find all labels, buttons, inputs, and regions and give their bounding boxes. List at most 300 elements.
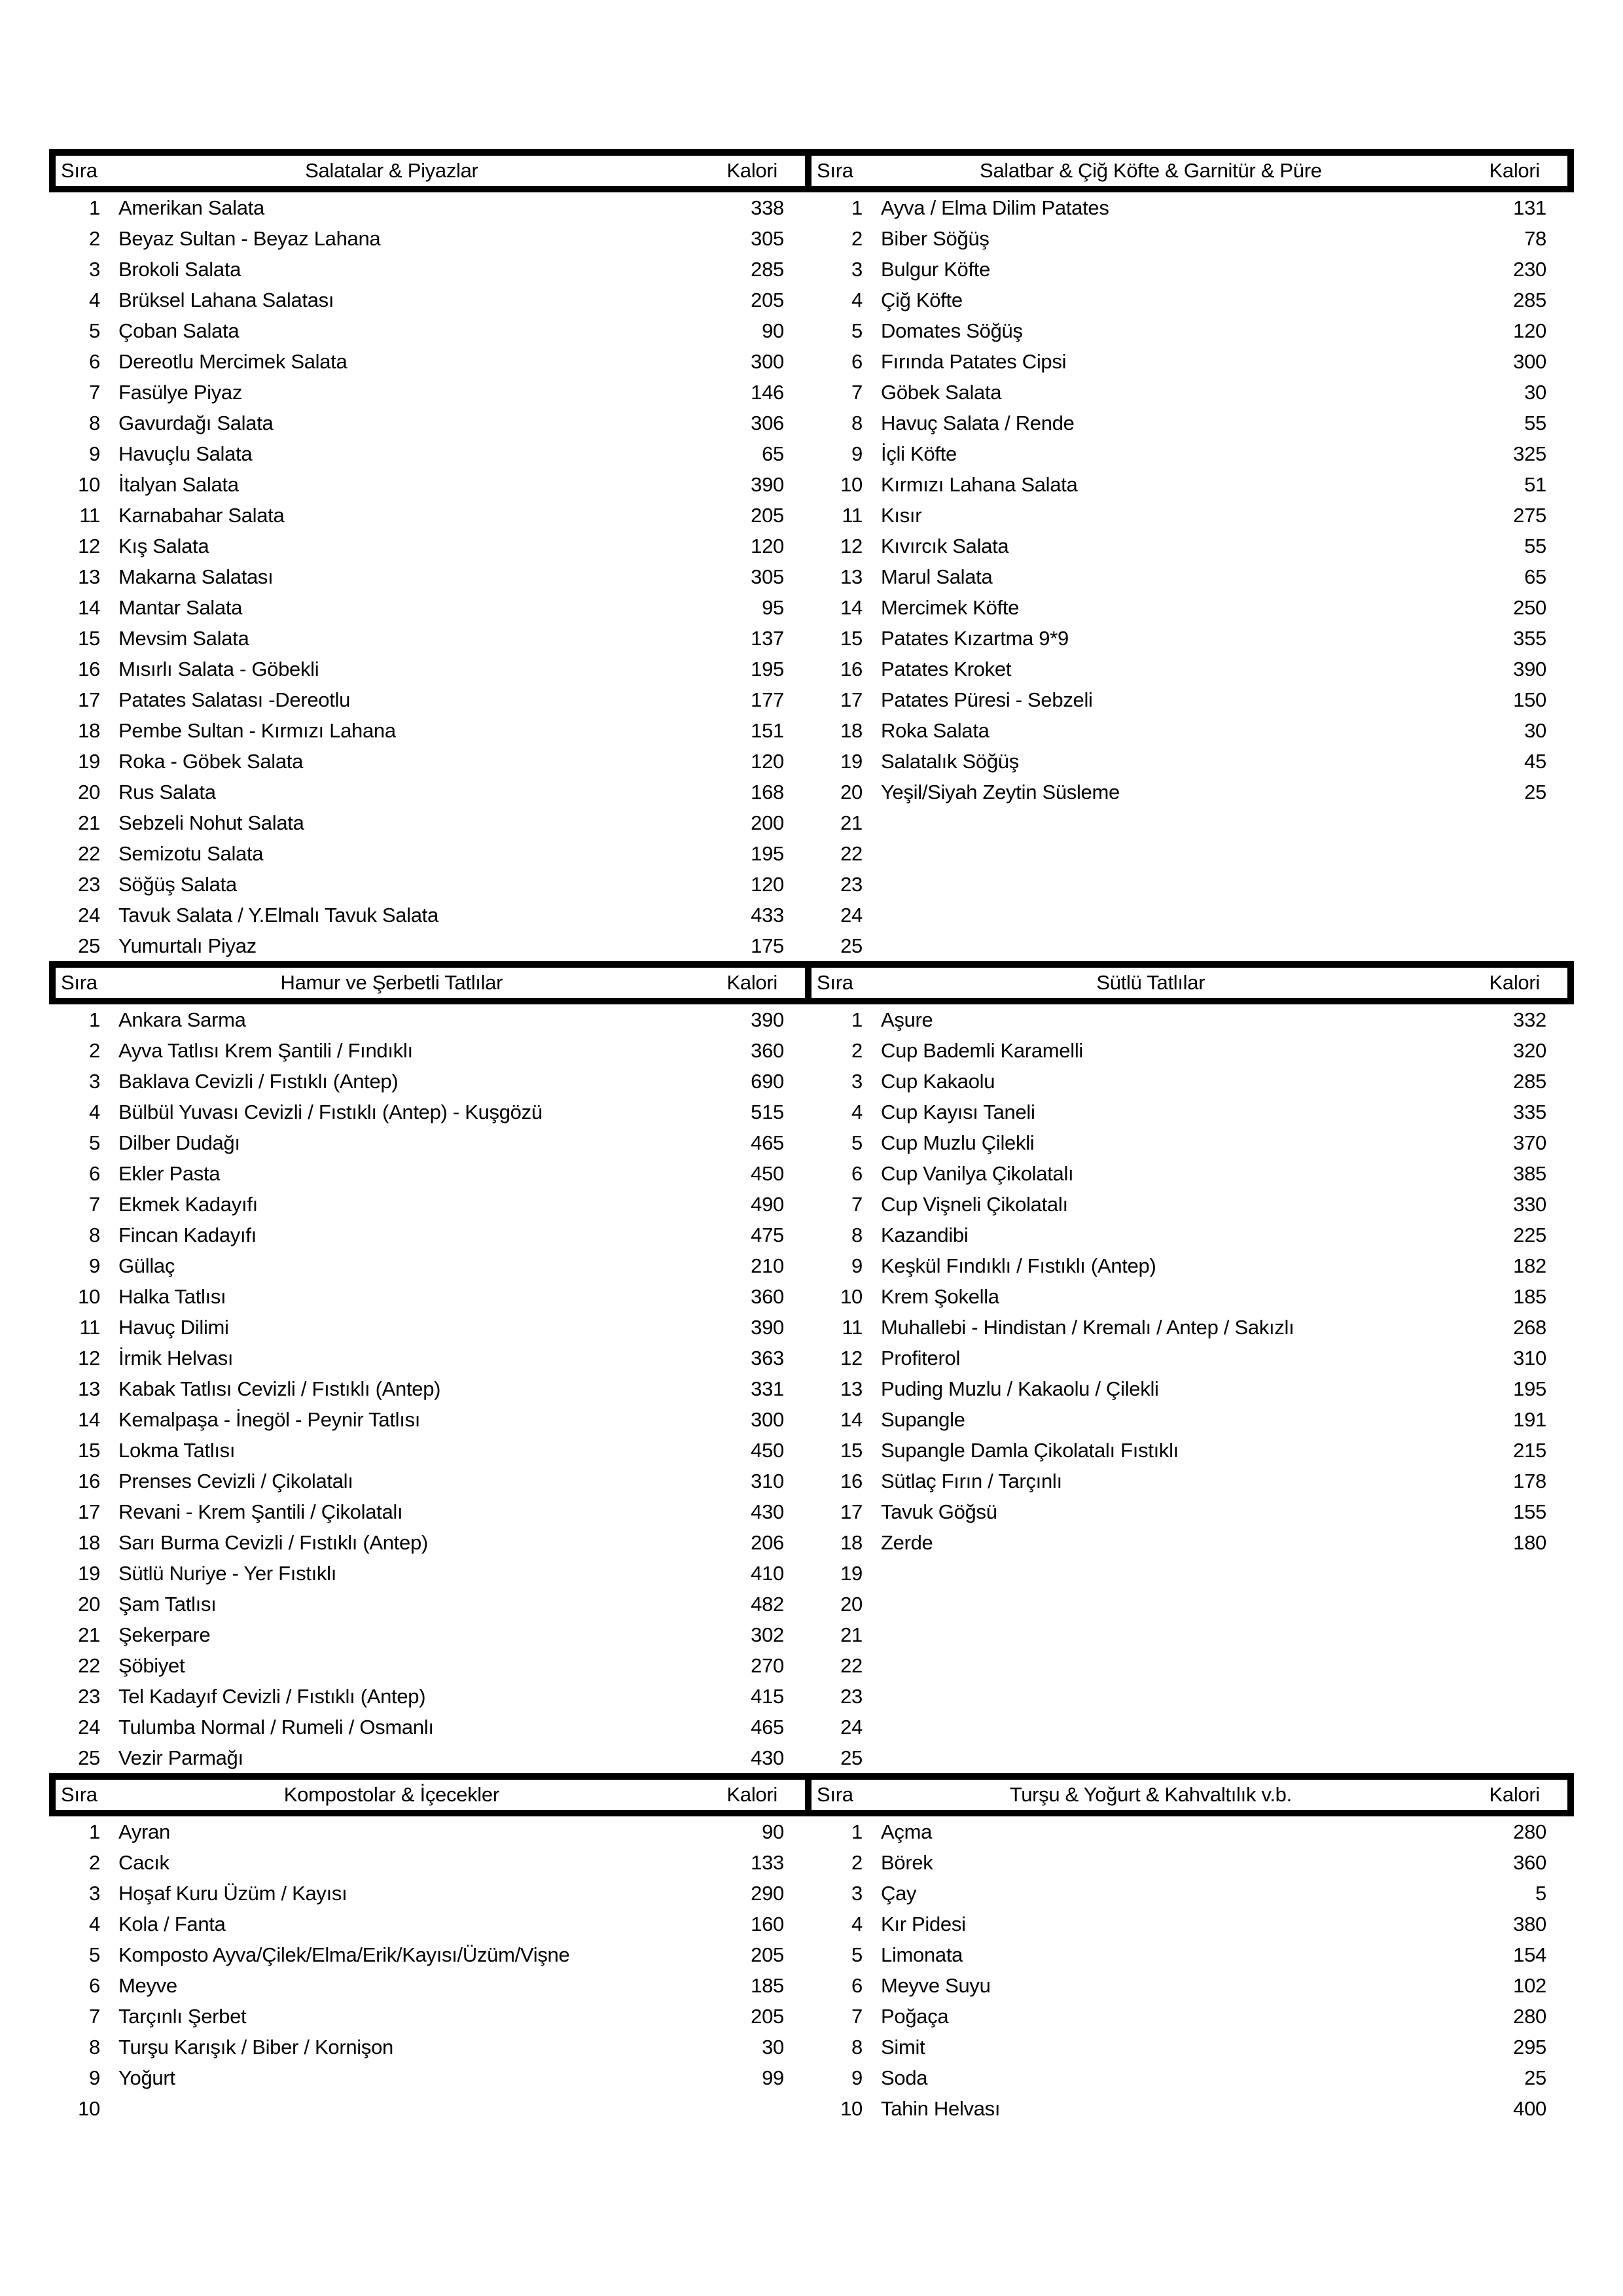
table-row xyxy=(812,531,1574,561)
item-name: Gavurdağı Salata xyxy=(118,411,274,434)
column-header-kalori: Kalori xyxy=(1489,1783,1540,1806)
table-row xyxy=(812,2093,1574,2124)
item-calories: 45 xyxy=(1524,749,1546,773)
item-name: Mantar Salata xyxy=(118,595,243,619)
item-name: Fırında Patates Cipsi xyxy=(881,349,1067,373)
item-calories: 270 xyxy=(751,1653,784,1677)
item-name: Söğüş Salata xyxy=(118,872,237,896)
item-calories: 390 xyxy=(751,472,784,496)
item-calories: 205 xyxy=(751,1943,784,1966)
row-index: 17 xyxy=(840,1500,863,1523)
table-row xyxy=(49,1281,812,1312)
item-calories: 363 xyxy=(751,1346,784,1369)
item-name: Dilber Dudağı xyxy=(118,1131,240,1154)
item-name: Lokma Tatlısı xyxy=(118,1438,236,1462)
item-calories: 146 xyxy=(751,380,784,404)
item-calories: 400 xyxy=(1513,2096,1546,2120)
table-row xyxy=(49,1004,812,1035)
item-calories: 51 xyxy=(1524,472,1546,496)
table-row xyxy=(812,408,1574,438)
item-name: Karnabahar Salata xyxy=(118,503,285,527)
row-index: 3 xyxy=(851,1069,863,1093)
item-name: Simit xyxy=(881,2035,925,2058)
table-row xyxy=(812,746,1574,777)
row-index: 16 xyxy=(78,657,100,680)
item-name: Mercimek Köfte xyxy=(881,595,1020,619)
table-row xyxy=(812,2062,1574,2093)
table-row xyxy=(812,1035,1574,1066)
item-name: Profiterol xyxy=(881,1346,961,1369)
table-row xyxy=(812,1650,1574,1681)
item-calories: 154 xyxy=(1513,1943,1546,1966)
item-name: Muhallebi - Hindistan / Kremalı / Antep / Sakızlı xyxy=(881,1315,1294,1339)
section-title-hamur-serbetli: Hamur ve Şerbetli Tatlılar xyxy=(280,971,503,994)
menu-list-right xyxy=(812,1816,1574,2124)
row-index: 2 xyxy=(89,1038,100,1062)
item-calories: 205 xyxy=(751,2004,784,2028)
row-index: 5 xyxy=(89,1943,100,1966)
item-calories: 25 xyxy=(1524,780,1546,804)
row-index: 10 xyxy=(78,2096,100,2120)
row-index: 8 xyxy=(851,1223,863,1246)
item-calories: 310 xyxy=(1513,1346,1546,1369)
table-row xyxy=(812,2032,1574,2062)
item-name: Havuç Salata / Rende xyxy=(881,411,1075,434)
item-name: Marul Salata xyxy=(881,565,993,588)
row-index: 4 xyxy=(89,288,100,311)
row-index: 1 xyxy=(89,1820,100,1843)
item-calories: 390 xyxy=(751,1315,784,1339)
row-index: 19 xyxy=(840,749,863,773)
item-calories: 515 xyxy=(751,1100,784,1123)
row-index: 3 xyxy=(89,257,100,281)
row-index: 8 xyxy=(89,2035,100,2058)
row-index: 3 xyxy=(851,1881,863,1905)
item-calories: 360 xyxy=(751,1038,784,1062)
item-calories: 360 xyxy=(751,1284,784,1308)
item-name: Mısırlı Salata - Göbekli xyxy=(118,657,319,680)
row-index: 15 xyxy=(840,626,863,650)
item-name: Patates Salatası -Dereotlu xyxy=(118,688,351,711)
item-name: Güllaç xyxy=(118,1254,175,1277)
table-row xyxy=(49,1650,812,1681)
row-index: 11 xyxy=(79,1315,100,1339)
item-calories: 332 xyxy=(1513,1008,1546,1031)
item-calories: 195 xyxy=(1513,1377,1546,1400)
table-row xyxy=(49,377,812,408)
item-calories: 305 xyxy=(751,226,784,250)
table-row xyxy=(812,777,1574,807)
item-name: Amerikan Salata xyxy=(118,196,264,219)
item-calories: 250 xyxy=(1513,595,1546,619)
row-index: 10 xyxy=(840,1284,863,1308)
row-index: 7 xyxy=(89,2004,100,2028)
table-row xyxy=(49,654,812,684)
row-index: 21 xyxy=(840,1623,863,1646)
table-row xyxy=(49,592,812,623)
row-index: 25 xyxy=(840,1746,863,1769)
row-index: 7 xyxy=(851,1192,863,1216)
header-left-half xyxy=(56,156,812,186)
header-right-half xyxy=(812,968,1567,998)
row-index: 23 xyxy=(78,1684,100,1708)
table-row xyxy=(49,1035,812,1066)
table-row xyxy=(812,1343,1574,1373)
row-index: 12 xyxy=(78,534,100,557)
header-left-half xyxy=(56,1780,812,1810)
row-index: 10 xyxy=(840,472,863,496)
item-name: Cacık xyxy=(118,1850,169,1874)
table-row xyxy=(812,930,1574,961)
row-index: 15 xyxy=(840,1438,863,1462)
row-index: 6 xyxy=(89,349,100,373)
item-calories: 285 xyxy=(751,257,784,281)
item-name: Ayva Tatlısı Krem Şantili / Fındıklı xyxy=(118,1038,413,1062)
item-calories: 206 xyxy=(751,1530,784,1554)
column-header-sira: Sıra xyxy=(61,159,98,182)
item-name: Yumurtalı Piyaz xyxy=(118,934,257,957)
table-row xyxy=(49,930,812,961)
table-row xyxy=(49,346,812,377)
item-calories: 195 xyxy=(751,841,784,865)
row-index: 20 xyxy=(78,780,100,804)
table-row xyxy=(49,1220,812,1250)
item-name: Yoğurt xyxy=(118,2066,175,2089)
item-calories: 185 xyxy=(1513,1284,1546,1308)
item-name: Tulumba Normal / Rumeli / Osmanlı xyxy=(118,1715,434,1739)
row-index: 24 xyxy=(78,1715,100,1739)
item-name: Cup Bademli Karamelli xyxy=(881,1038,1083,1062)
item-name: Kıvırcık Salata xyxy=(881,534,1009,557)
row-index: 14 xyxy=(840,1407,863,1431)
row-index: 1 xyxy=(851,1820,863,1843)
item-calories: 120 xyxy=(751,872,784,896)
item-calories: 160 xyxy=(751,1912,784,1935)
item-name: Keşkül Fındıklı / Fıstıklı (Antep) xyxy=(881,1254,1156,1277)
row-index: 12 xyxy=(840,534,863,557)
item-calories: 380 xyxy=(1513,1912,1546,1935)
table-row xyxy=(49,1250,812,1281)
row-index: 5 xyxy=(851,319,863,342)
item-calories: 335 xyxy=(1513,1100,1546,1123)
item-name: Kır Pidesi xyxy=(881,1912,966,1935)
item-name: Ekmek Kadayıfı xyxy=(118,1192,258,1216)
item-name: Fincan Kadayıfı xyxy=(118,1223,257,1246)
item-name: Supangle xyxy=(881,1407,965,1431)
item-name: Cup Muzlu Çilekli xyxy=(881,1131,1035,1154)
item-calories: 215 xyxy=(1513,1438,1546,1462)
menu-list-right xyxy=(812,192,1574,961)
item-name: İrmik Helvası xyxy=(118,1346,234,1369)
item-calories: 465 xyxy=(751,1715,784,1739)
item-name: Bülbül Yuvası Cevizli / Fıstıklı (Antep) - Kuşgözü xyxy=(118,1100,543,1123)
item-name: Ankara Sarma xyxy=(118,1008,246,1031)
table-row xyxy=(49,1878,812,1909)
item-name: Semizotu Salata xyxy=(118,841,264,865)
row-index: 8 xyxy=(89,411,100,434)
header-right-half xyxy=(812,1780,1567,1810)
item-name: Kola / Fanta xyxy=(118,1912,226,1935)
item-calories: 306 xyxy=(751,411,784,434)
section-title-sutlu-tatlilar: Sütlü Tatlılar xyxy=(1096,971,1205,994)
item-name: Tavuk Salata / Y.Elmalı Tavuk Salata xyxy=(118,903,438,927)
row-index: 6 xyxy=(89,1161,100,1185)
table-row xyxy=(812,285,1574,315)
item-calories: 120 xyxy=(751,534,784,557)
item-calories: 90 xyxy=(762,319,784,342)
row-index: 16 xyxy=(840,657,863,680)
row-index: 9 xyxy=(851,2066,863,2089)
column-header-kalori: Kalori xyxy=(1489,159,1540,182)
item-calories: 137 xyxy=(751,626,784,650)
item-calories: 430 xyxy=(751,1746,784,1769)
table-row xyxy=(812,254,1574,285)
table-row xyxy=(812,1816,1574,1847)
row-index: 23 xyxy=(78,872,100,896)
table-row xyxy=(49,1909,812,1939)
item-name: Zerde xyxy=(881,1530,933,1554)
table-row xyxy=(49,838,812,869)
row-index: 5 xyxy=(89,1131,100,1154)
row-index: 18 xyxy=(840,718,863,742)
row-index: 11 xyxy=(842,503,863,527)
section-body xyxy=(49,1816,1574,2124)
item-calories: 120 xyxy=(1513,319,1546,342)
item-calories: 355 xyxy=(1513,626,1546,650)
section-drinks-breakfast xyxy=(49,1773,1574,2124)
item-calories: 302 xyxy=(751,1623,784,1646)
table-row xyxy=(812,1373,1574,1404)
row-index: 3 xyxy=(89,1881,100,1905)
item-calories: 5 xyxy=(1535,1881,1546,1905)
row-index: 21 xyxy=(78,1623,100,1646)
row-index: 4 xyxy=(89,1912,100,1935)
table-row xyxy=(812,1097,1574,1127)
row-index: 14 xyxy=(840,595,863,619)
row-index: 4 xyxy=(89,1100,100,1123)
item-name: Şekerpare xyxy=(118,1623,211,1646)
table-row xyxy=(812,715,1574,746)
item-name: Kısır xyxy=(881,503,922,527)
row-index: 22 xyxy=(840,1653,863,1677)
item-name: Cup Kakaolu xyxy=(881,1069,995,1093)
column-header-sira: Sıra xyxy=(61,971,98,994)
column-header-kalori: Kalori xyxy=(726,1783,777,1806)
table-row xyxy=(812,1939,1574,1970)
table-row xyxy=(49,1127,812,1158)
item-name: Bulgur Köfte xyxy=(881,257,991,281)
table-row xyxy=(49,1435,812,1466)
item-calories: 331 xyxy=(751,1377,784,1400)
row-index: 16 xyxy=(840,1469,863,1492)
table-row xyxy=(812,1878,1574,1909)
item-calories: 300 xyxy=(751,1407,784,1431)
row-index: 13 xyxy=(840,565,863,588)
section-body xyxy=(49,1004,1574,1773)
row-index: 18 xyxy=(78,718,100,742)
table-row xyxy=(49,2001,812,2032)
table-row xyxy=(812,1847,1574,1878)
table-row xyxy=(812,1158,1574,1189)
row-index: 9 xyxy=(89,442,100,465)
item-name: Ekler Pasta xyxy=(118,1161,221,1185)
table-row xyxy=(49,2093,812,2124)
row-index: 13 xyxy=(840,1377,863,1400)
table-row xyxy=(49,715,812,746)
table-row xyxy=(49,1558,812,1589)
item-name: Kemalpaşa - İnegöl - Peynir Tatlısı xyxy=(118,1407,421,1431)
item-name: Ayran xyxy=(118,1820,170,1843)
section-title-kompostolar-icecekler: Kompostolar & İçecekler xyxy=(283,1783,499,1806)
row-index: 5 xyxy=(851,1131,863,1154)
table-row xyxy=(49,623,812,654)
row-index: 14 xyxy=(78,1407,100,1431)
table-row xyxy=(812,438,1574,469)
table-row xyxy=(812,2001,1574,2032)
row-index: 18 xyxy=(840,1530,863,1554)
table-row xyxy=(49,1712,812,1742)
item-calories: 275 xyxy=(1513,503,1546,527)
item-name: Rus Salata xyxy=(118,780,216,804)
table-row xyxy=(812,807,1574,838)
item-name: Çay xyxy=(881,1881,917,1905)
item-name: Salatalık Söğüş xyxy=(881,749,1019,773)
table-row xyxy=(49,1343,812,1373)
item-calories: 370 xyxy=(1513,1131,1546,1154)
section-header xyxy=(49,961,1574,1004)
item-calories: 300 xyxy=(1513,349,1546,373)
row-index: 24 xyxy=(78,903,100,927)
row-index: 7 xyxy=(89,380,100,404)
item-name: Havuçlu Salata xyxy=(118,442,253,465)
table-row xyxy=(812,346,1574,377)
item-calories: 150 xyxy=(1513,688,1546,711)
item-name: Supangle Damla Çikolatalı Fıstıklı xyxy=(881,1438,1179,1462)
row-index: 25 xyxy=(840,934,863,957)
item-calories: 182 xyxy=(1513,1254,1546,1277)
row-index: 22 xyxy=(78,841,100,865)
row-index: 21 xyxy=(78,811,100,834)
item-calories: 415 xyxy=(751,1684,784,1708)
item-calories: 151 xyxy=(751,718,784,742)
item-name: Limonata xyxy=(881,1943,963,1966)
item-name: Şam Tatlısı xyxy=(118,1592,217,1616)
table-row xyxy=(812,869,1574,900)
table-row xyxy=(49,2062,812,2093)
item-name: Aşure xyxy=(881,1008,933,1031)
item-name: Kabak Tatlısı Cevizli / Fıstıklı (Antep) xyxy=(118,1377,441,1400)
column-header-sira: Sıra xyxy=(61,1783,98,1806)
row-index: 15 xyxy=(78,626,100,650)
item-calories: 131 xyxy=(1513,196,1546,219)
item-calories: 450 xyxy=(751,1438,784,1462)
row-index: 16 xyxy=(78,1469,100,1492)
item-calories: 433 xyxy=(751,903,784,927)
calorie-table-document xyxy=(49,149,1574,2124)
row-index: 7 xyxy=(851,380,863,404)
row-index: 1 xyxy=(89,196,100,219)
row-index: 19 xyxy=(78,749,100,773)
item-calories: 30 xyxy=(1524,380,1546,404)
table-row xyxy=(49,1097,812,1127)
row-index: 2 xyxy=(851,1850,863,1874)
row-index: 13 xyxy=(78,565,100,588)
item-name: Kırmızı Lahana Salata xyxy=(881,472,1078,496)
row-index: 21 xyxy=(840,811,863,834)
item-name: Göbek Salata xyxy=(881,380,1002,404)
item-calories: 310 xyxy=(751,1469,784,1492)
row-index: 11 xyxy=(842,1315,863,1339)
table-row xyxy=(49,1847,812,1878)
item-calories: 290 xyxy=(751,1881,784,1905)
row-index: 19 xyxy=(840,1561,863,1585)
table-row xyxy=(812,469,1574,500)
table-row xyxy=(49,408,812,438)
row-index: 3 xyxy=(851,257,863,281)
table-row xyxy=(49,1681,812,1712)
row-index: 17 xyxy=(78,1500,100,1523)
table-row xyxy=(49,1589,812,1619)
item-calories: 280 xyxy=(1513,2004,1546,2028)
table-row xyxy=(812,1712,1574,1742)
item-name: Sarı Burma Cevizli / Fıstıklı (Antep) xyxy=(118,1530,428,1554)
row-index: 23 xyxy=(840,872,863,896)
item-name: Beyaz Sultan - Beyaz Lahana xyxy=(118,226,381,250)
row-index: 2 xyxy=(851,226,863,250)
row-index: 8 xyxy=(851,411,863,434)
table-row xyxy=(812,1281,1574,1312)
item-calories: 390 xyxy=(751,1008,784,1031)
row-index: 4 xyxy=(851,1100,863,1123)
table-row xyxy=(49,438,812,469)
table-row xyxy=(812,1312,1574,1343)
row-index: 2 xyxy=(89,1850,100,1874)
item-name: Patates Kroket xyxy=(881,657,1012,680)
row-index: 7 xyxy=(89,1192,100,1216)
item-name: Meyve xyxy=(118,1973,177,1997)
row-index: 9 xyxy=(851,1254,863,1277)
item-name: Cup Vanilya Çikolatalı xyxy=(881,1161,1074,1185)
row-index: 6 xyxy=(851,349,863,373)
row-index: 10 xyxy=(840,2096,863,2120)
table-row xyxy=(49,223,812,254)
item-calories: 410 xyxy=(751,1561,784,1585)
table-row xyxy=(812,1466,1574,1496)
item-calories: 285 xyxy=(1513,1069,1546,1093)
header-left-half xyxy=(56,968,812,998)
item-name: Fasülye Piyaz xyxy=(118,380,243,404)
item-name: Çiğ Köfte xyxy=(881,288,963,311)
column-header-kalori: Kalori xyxy=(1489,971,1540,994)
table-row xyxy=(812,900,1574,930)
table-row xyxy=(812,1681,1574,1712)
table-row xyxy=(49,1189,812,1220)
item-calories: 280 xyxy=(1513,1820,1546,1843)
item-name: Prenses Cevizli / Çikolatalı xyxy=(118,1469,353,1492)
item-name: Roka - Göbek Salata xyxy=(118,749,304,773)
item-name: Hoşaf Kuru Üzüm / Kayısı xyxy=(118,1881,348,1905)
table-row xyxy=(49,900,812,930)
row-index: 20 xyxy=(78,1592,100,1616)
item-calories: 200 xyxy=(751,811,784,834)
table-row xyxy=(49,1312,812,1343)
item-calories: 30 xyxy=(1524,718,1546,742)
table-row xyxy=(49,1742,812,1773)
item-name: Meyve Suyu xyxy=(881,1973,991,1997)
row-index: 4 xyxy=(851,1912,863,1935)
item-calories: 180 xyxy=(1513,1530,1546,1554)
item-name: Cup Kayısı Taneli xyxy=(881,1100,1035,1123)
